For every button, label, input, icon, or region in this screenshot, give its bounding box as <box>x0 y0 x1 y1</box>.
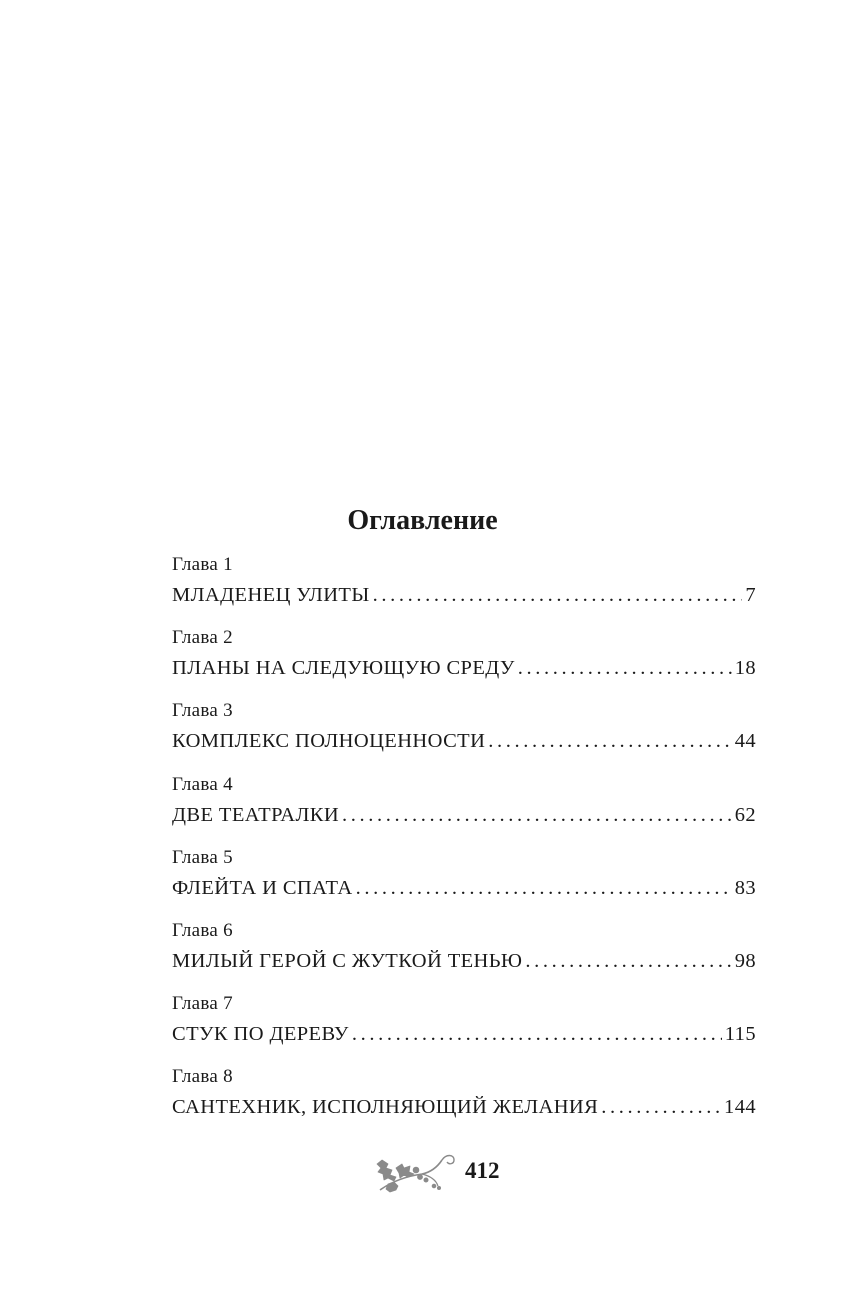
chapter-title: КОМПЛЕКС ПОЛНОЦЕННОСТИ <box>172 730 486 753</box>
dot-leader <box>601 1090 721 1124</box>
toc-entry-8 <box>172 1064 756 1137</box>
table-of-contents <box>172 552 756 1138</box>
dot-leader <box>488 724 731 758</box>
holly-sprig-icon <box>374 1150 460 1194</box>
chapter-title: ФЛЕЙТА И СПАТА <box>172 876 353 899</box>
chapter-page-number: 62 <box>734 803 756 826</box>
toc-entry-2 <box>172 625 756 698</box>
chapter-page-number: 115 <box>724 1023 756 1046</box>
chapter-label: Глава 7 <box>172 993 233 1015</box>
chapter-row[interactable] <box>172 1017 756 1051</box>
chapter-row[interactable] <box>172 578 756 612</box>
chapter-label: Глава 1 <box>172 554 233 575</box>
page-title: Оглавление <box>347 505 498 536</box>
chapter-label: Глава 6 <box>172 919 233 941</box>
chapter-title: ПЛАНЫ НА СЛЕДУЮЩУЮ СРЕДУ <box>172 657 515 680</box>
dot-leader <box>518 651 732 685</box>
chapter-label: Глава 2 <box>172 627 233 649</box>
chapter-row[interactable] <box>172 724 756 758</box>
chapter-label: Глава 3 <box>172 700 233 722</box>
toc-entry-3 <box>172 698 756 771</box>
page-number: 412 <box>465 1158 500 1183</box>
chapter-page-number: 7 <box>745 584 756 606</box>
chapter-label: Глава 8 <box>172 1066 233 1088</box>
chapter-page-number: 18 <box>734 657 756 680</box>
chapter-row[interactable] <box>172 1090 756 1124</box>
chapter-title: МЛАДЕНЕЦ УЛИТЫ <box>172 584 370 606</box>
dot-leader <box>342 798 732 832</box>
toc-entry-6 <box>172 918 756 991</box>
toc-entry-4 <box>172 772 756 845</box>
toc-entry-1 <box>172 552 756 625</box>
dot-leader <box>356 871 732 905</box>
chapter-title: СТУК ПО ДЕРЕВУ <box>172 1023 349 1046</box>
dot-leader <box>373 578 743 612</box>
chapter-row[interactable] <box>172 944 756 978</box>
chapter-label: Глава 5 <box>172 846 233 868</box>
chapter-title: МИЛЫЙ ГЕРОЙ С ЖУТКОЙ ТЕНЬЮ <box>172 949 523 972</box>
chapter-label: Глава 4 <box>172 773 233 795</box>
toc-entry-7 <box>172 991 756 1064</box>
chapter-title: САНТЕХНИК, ИСПОЛНЯЮЩИЙ ЖЕЛАНИЯ <box>172 1096 599 1119</box>
dot-leader <box>525 944 731 978</box>
chapter-row[interactable] <box>172 651 756 685</box>
chapter-page-number: 83 <box>734 876 756 899</box>
chapter-row[interactable] <box>172 798 756 832</box>
toc-entry-5 <box>172 845 756 918</box>
dot-leader <box>352 1017 722 1051</box>
page-footer <box>0 1148 845 1198</box>
chapter-row[interactable] <box>172 871 756 905</box>
chapter-title: ДВЕ ТЕАТРАЛКИ <box>172 803 340 826</box>
chapter-page-number: 144 <box>724 1096 756 1119</box>
chapter-page-number: 98 <box>734 949 756 972</box>
chapter-page-number: 44 <box>734 730 756 753</box>
